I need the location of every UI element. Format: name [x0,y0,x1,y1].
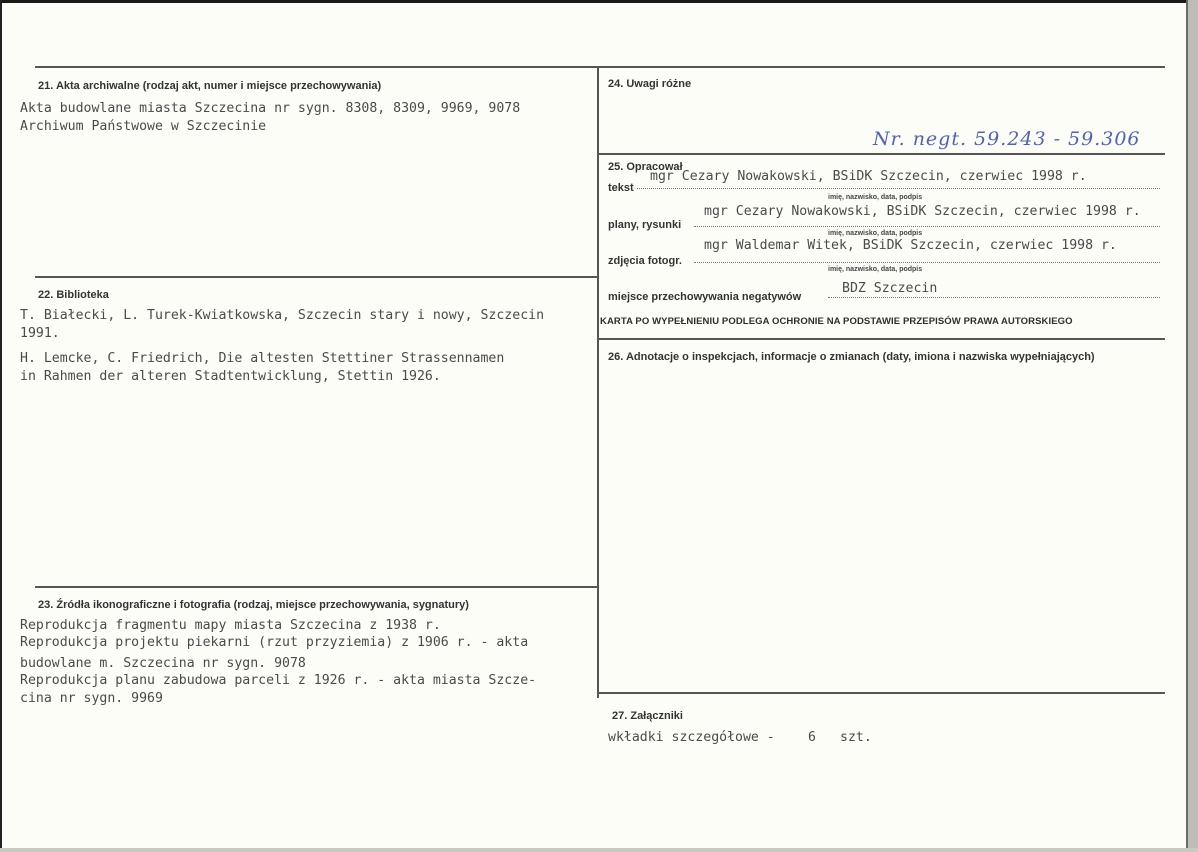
section-22-line: H. Lemcke, C. Friedrich, Die altesten Stettiner Strassennamen [20,351,505,366]
tekst-label: tekst [608,182,634,194]
plany-caption: imię, nazwisko, data, podpis [828,230,923,237]
tekst-value: mgr Cezary Nowakowski, BSiDK Szczecin, czerwiec 1998 r. [650,169,1087,184]
zdjecia-dotted-line [694,262,1160,263]
section-22-label: 22. Biblioteka [38,289,109,301]
zdjecia-caption: imię, nazwisko, data, podpis [828,266,923,273]
section-21-label: 21. Akta archiwalne (rodzaj akt, numer i miejsce przechowywania) [38,80,382,92]
section-23-line: Reprodukcja projektu piekarni (rzut przyziemia) z 1906 r. - akta [20,635,529,650]
top-rule [35,66,1165,68]
handwritten-negative-numbers: Nr. negt. 59.243 - 59.306 [873,128,1141,150]
attachments-text: wkładki szczegółowe - [608,730,775,745]
plany-label: plany, rysunki [608,219,682,231]
section-24-label: 24. Uwagi różne [608,78,692,90]
section-27-label: 27. Załączniki [612,710,683,722]
plany-value: mgr Cezary Nowakowski, BSiDK Szczecin, czerwiec 1998 r. [704,204,1141,219]
rule-26-27 [598,692,1165,694]
zdjecia-label: zdjęcia fotogr. [608,255,682,267]
section-23-line: Reprodukcja fragmentu mapy miasta Szczecina z 1938 r. [20,618,441,633]
zdjecia-value: mgr Waldemar Witek, BSiDK Szczecin, czerwiec 1998 r. [704,238,1117,253]
section-21-line: Archiwum Państwowe w Szczecinie [20,119,267,134]
negatywy-dotted-line [828,297,1160,298]
copyright-warning: KARTA PO WYPEŁNIENIU PODLEGA OCHRONIE NA PODSTAWIE PRZEPISÓW PRAWA AUTORSKIEGO [600,316,1073,327]
section-26-label: 26. Adnotacje o inspekcjach, informacje o zmianach (daty, imiona i nazwiska wypełniających) [608,351,1095,363]
section-23-line: budowlane m. Szczecina nr sygn. 9078 [20,656,306,671]
negatywy-value: BDZ Szczecin [842,281,938,296]
negatywy-label: miejsce przechowywania negatywów [608,291,802,303]
section-25-label: 25. Opracował [608,161,683,173]
scan-edge-left [0,0,2,852]
attachments-unit: szt. [840,730,872,745]
section-23-line: cina nr sygn. 9969 [20,691,163,706]
rule-22-23 [35,586,598,588]
scan-edge-top [0,0,1198,3]
section-22-line: T. Białecki, L. Turek-Kwiatkowska, Szczecin stary i nowy, Szczecin [20,308,545,323]
tekst-caption: imię, nazwisko, data, podpis [828,194,923,201]
section-22-line: 1991. [20,326,60,341]
rule-21-22 [35,276,598,278]
scan-edge-bottom [0,848,1198,852]
tekst-dotted-line [637,188,1160,189]
section-23-line: Reprodukcja planu zabudowa parceli z 1926 r. - akta miasta Szcze- [20,673,537,688]
rule-24-25 [598,153,1165,155]
section-22-line: in Rahmen der alteren Stadtentwicklung, Stettin 1926. [20,369,441,384]
section-21-line: Akta budowlane miasta Szczecina nr sygn. 8308, 8309, 9969, 9078 [20,101,521,116]
attachments-count: 6 [808,730,816,745]
center-divider [597,66,599,698]
scan-edge-right-shadow [1186,0,1188,852]
rule-25-26 [598,338,1165,340]
section-23-label: 23. Źródła ikonograficzne i fotografia (rodzaj, miejsce przechowywania, sygnatury) [38,599,469,611]
plany-dotted-line [694,226,1160,227]
